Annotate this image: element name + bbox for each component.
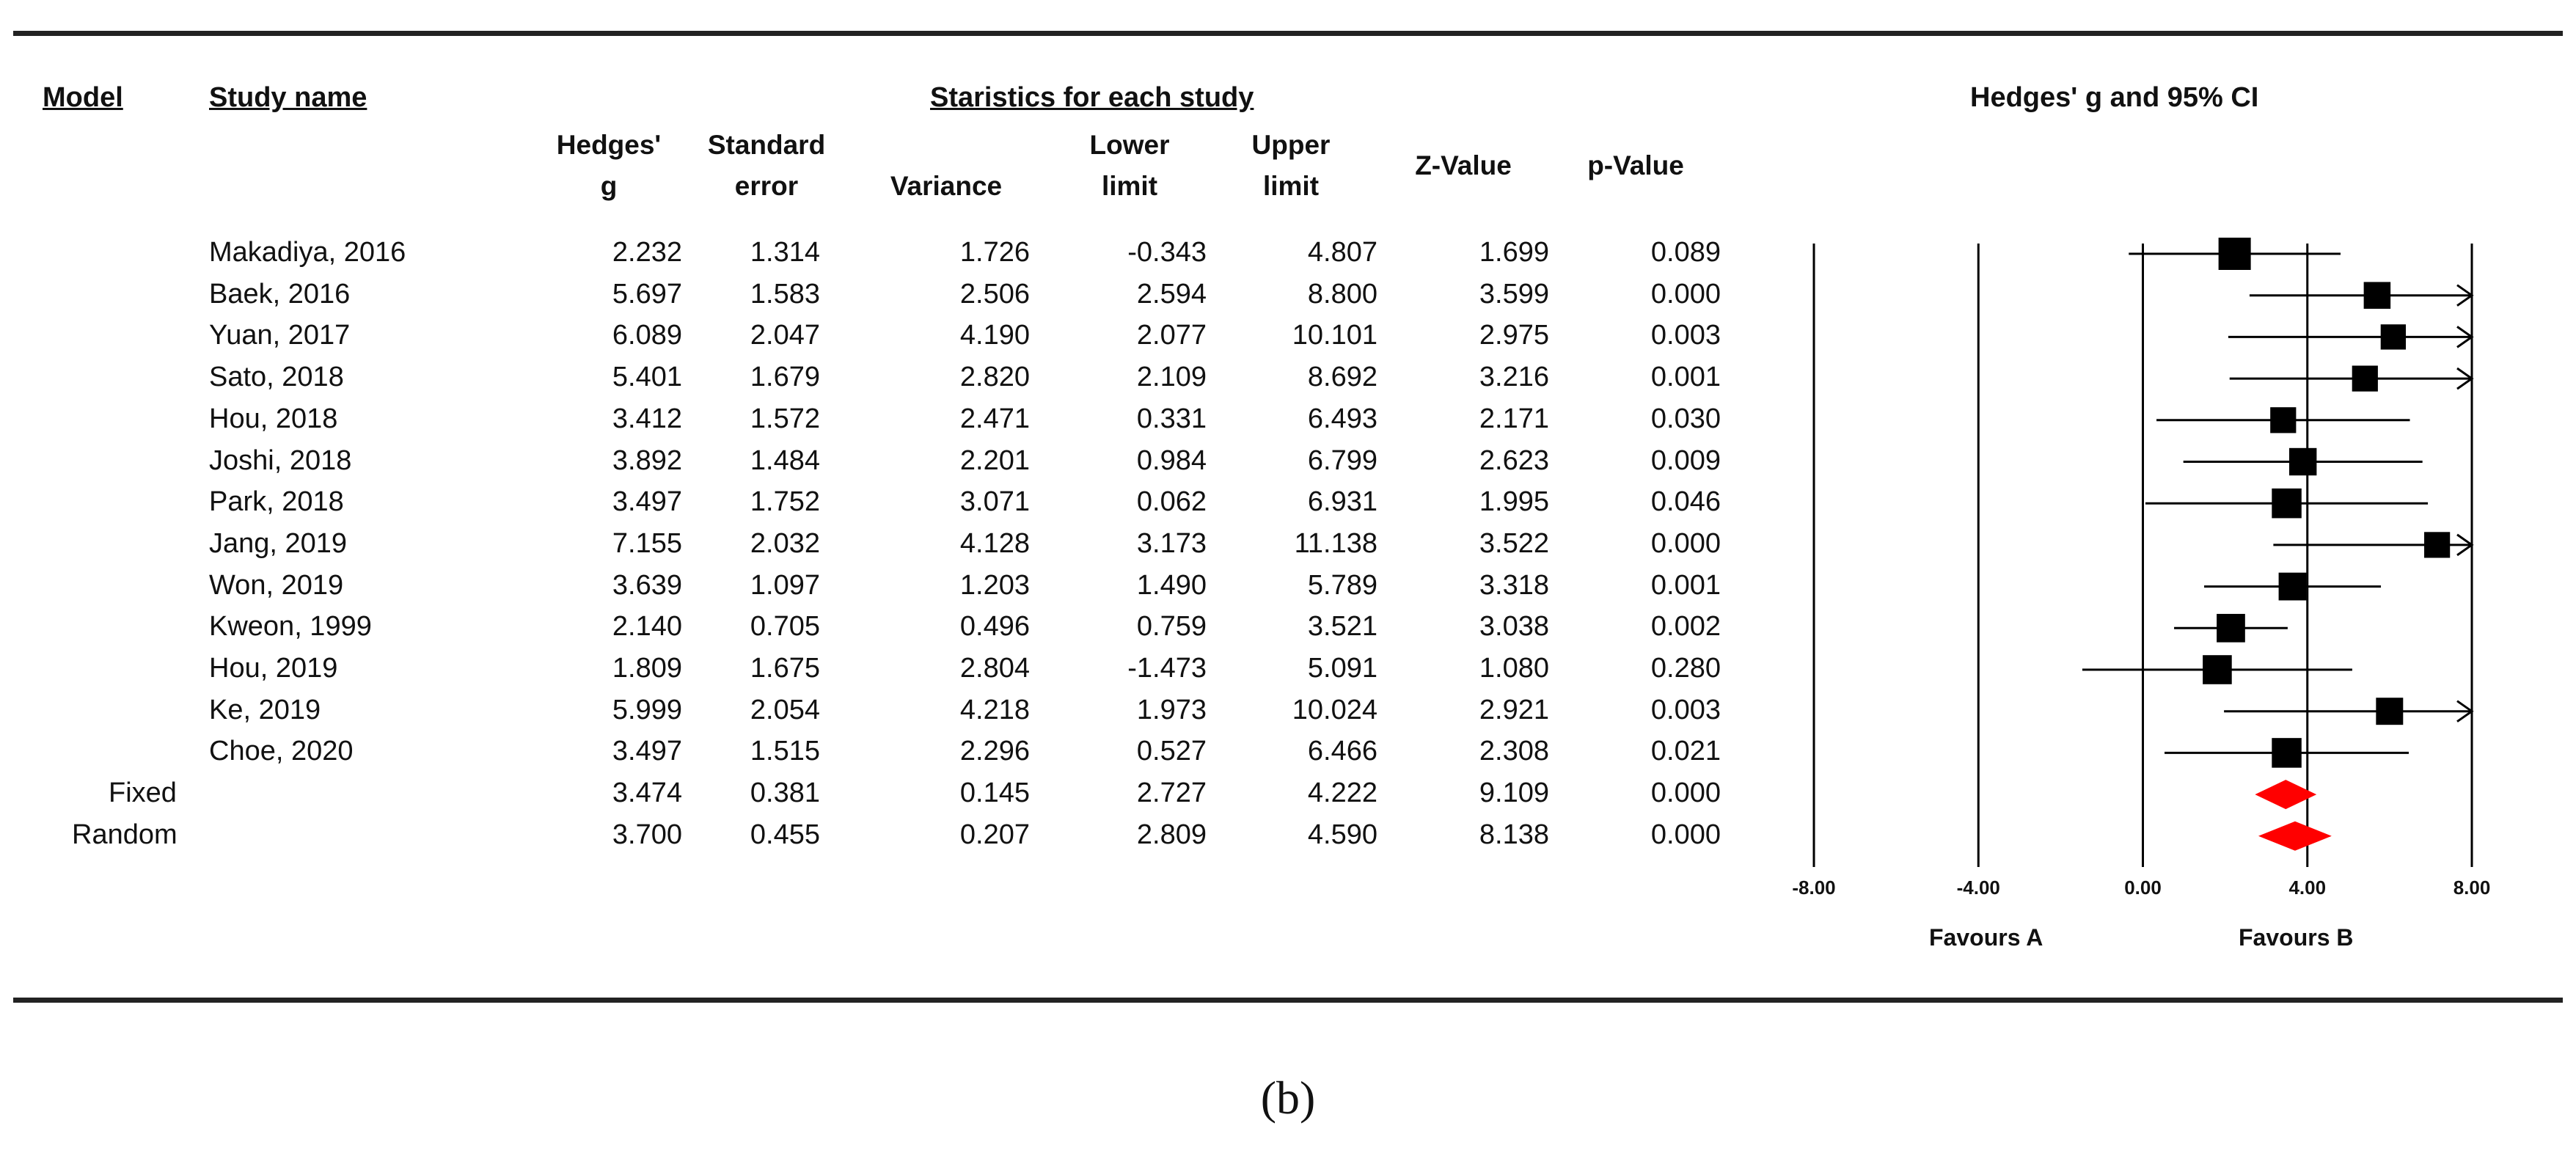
cell-se: 0.705 [750,611,820,643]
tick-label: -4.00 [1956,877,2000,899]
cell-lower: 0.331 [1136,403,1207,434]
cell-upper: 11.138 [1294,527,1377,559]
cell-g: 6.089 [612,320,682,351]
cell-z: 2.975 [1479,320,1549,351]
col-p-value: p-Value [1587,150,1684,180]
cell-var: 3.071 [959,486,1030,518]
cell-upper: 4.590 [1307,819,1377,850]
cell-z: 3.216 [1479,362,1549,393]
cell-z: 3.599 [1479,278,1549,310]
cell-upper: 6.799 [1307,445,1377,476]
cell-p: 0.002 [1650,611,1721,643]
cell-upper: 6.466 [1307,736,1377,767]
cell-upper: 6.931 [1307,486,1377,518]
cell-g: 2.140 [612,611,682,643]
cell-p: 0.000 [1650,278,1721,310]
cell-z: 3.522 [1479,527,1549,559]
cell-g: 7.155 [612,527,682,559]
tick-label: 8.00 [2453,877,2491,899]
cell-g: 2.232 [612,237,682,268]
cell-var: 0.145 [959,778,1030,809]
cell-lower: -1.473 [1127,653,1207,684]
cell-lower: 0.984 [1136,445,1207,476]
cell-z: 1.080 [1479,653,1549,684]
col-z-value: Z-Value [1415,150,1512,180]
cell-p: 0.280 [1650,653,1721,684]
col-lower-limit-line1: Lower [1089,130,1170,160]
cell-z: 2.623 [1479,445,1549,476]
cell-lower: 1.490 [1136,569,1207,601]
cell-upper: 5.789 [1307,569,1377,601]
effect-marker [2364,282,2391,309]
cell-lower: 1.973 [1136,694,1207,725]
cell-g: 3.639 [612,569,682,601]
study-name: Sato, 2018 [209,362,344,393]
effect-marker [2352,366,2378,392]
study-name: Hou, 2019 [209,653,338,684]
effect-marker [2289,448,2316,475]
cell-g: 1.809 [612,653,682,684]
cell-var: 2.820 [959,362,1030,393]
cell-se: 1.752 [750,486,820,518]
cell-z: 3.318 [1479,569,1549,601]
cell-g: 3.474 [612,778,682,809]
cell-z: 9.109 [1479,778,1549,809]
effect-marker [2424,532,2450,557]
cell-g: 3.892 [612,445,682,476]
study-name: Kweon, 1999 [209,611,372,643]
cell-g: 5.697 [612,278,682,310]
cell-se: 0.381 [750,778,820,809]
cell-g: 3.700 [612,819,682,850]
cell-upper: 3.521 [1307,611,1377,643]
cell-var: 2.471 [959,403,1030,434]
cell-lower: 2.594 [1136,278,1207,310]
effect-marker [2272,738,2301,767]
effect-marker [2203,655,2232,684]
cell-se: 1.314 [750,237,820,268]
cell-p: 0.003 [1650,320,1721,351]
effect-marker [2279,573,2307,601]
cell-lower: 0.759 [1136,611,1207,643]
cell-p: 0.009 [1650,445,1721,476]
effect-marker [2219,238,2251,270]
col-upper-limit-line2: limit [1262,171,1320,201]
cell-upper: 8.800 [1307,278,1377,310]
col-standard-error-line2: error [734,171,799,201]
cell-p: 0.089 [1650,237,1721,268]
cell-g: 3.412 [612,403,682,434]
cell-se: 1.675 [750,653,820,684]
effect-marker [2272,489,2301,518]
cell-var: 2.506 [959,278,1030,310]
cell-g: 5.999 [612,694,682,725]
cell-p: 0.021 [1650,736,1721,767]
cell-lower: 2.809 [1136,819,1207,850]
cell-z: 8.138 [1479,819,1549,850]
cell-upper: 6.493 [1307,403,1377,434]
cell-p: 0.001 [1650,569,1721,601]
summary-label: Fixed [109,778,177,809]
cell-var: 1.203 [959,569,1030,601]
study-name: Park, 2018 [209,486,344,518]
cell-z: 2.921 [1479,694,1549,725]
cell-var: 0.496 [959,611,1030,643]
col-variance: Variance [890,171,1003,201]
tick-label: 4.00 [2288,877,2327,899]
study-name: Makadiya, 2016 [209,237,406,268]
summary-label: Random [72,819,178,850]
cell-p: 0.030 [1650,403,1721,434]
effect-marker [2381,324,2406,349]
study-name: Yuan, 2017 [209,320,351,351]
cell-se: 0.455 [750,819,820,850]
cell-p: 0.000 [1650,527,1721,559]
cell-z: 1.995 [1479,486,1549,518]
study-name: Jang, 2019 [209,527,348,559]
cell-var: 4.128 [959,527,1030,559]
cell-var: 0.207 [959,819,1030,850]
col-hedges-g-line2: g [600,171,618,201]
cell-lower: -0.343 [1127,237,1207,268]
cell-se: 1.097 [750,569,820,601]
favours-right-label: Favours B [2239,924,2354,951]
statistics-header: Staristics for each study [930,82,1254,113]
study-name: Ke, 2019 [209,694,321,725]
model-header: Model [43,82,123,113]
study-name: Joshi, 2018 [209,445,352,476]
cell-lower: 3.173 [1136,527,1207,559]
col-lower-limit-line2: limit [1101,171,1158,201]
cell-p: 0.001 [1650,362,1721,393]
study-name: Won, 2019 [209,569,344,601]
cell-g: 3.497 [612,486,682,518]
figure-caption: (b) [1260,1072,1316,1124]
cell-p: 0.000 [1650,819,1721,850]
cell-p: 0.003 [1650,694,1721,725]
cell-g: 5.401 [612,362,682,393]
cell-var: 1.726 [959,237,1030,268]
cell-se: 1.484 [750,445,820,476]
cell-se: 2.032 [750,527,820,559]
cell-z: 1.699 [1479,237,1549,268]
tick-label: -8.00 [1792,877,1836,899]
cell-upper: 4.222 [1307,778,1377,809]
cell-se: 2.047 [750,320,820,351]
cell-lower: 2.727 [1136,778,1207,809]
cell-lower: 0.062 [1136,486,1207,518]
cell-upper: 10.024 [1292,694,1377,725]
cell-lower: 2.077 [1136,320,1207,351]
cell-var: 2.296 [959,736,1030,767]
cell-p: 0.046 [1650,486,1721,518]
cell-upper: 5.091 [1307,653,1377,684]
cell-var: 2.201 [959,445,1030,476]
cell-upper: 10.101 [1292,320,1377,351]
cell-var: 4.190 [959,320,1030,351]
cell-se: 1.583 [750,278,820,310]
cell-se: 1.515 [750,736,820,767]
cell-var: 4.218 [959,694,1030,725]
cell-upper: 8.692 [1307,362,1377,393]
col-upper-limit-line1: Upper [1251,130,1331,160]
cell-se: 1.572 [750,403,820,434]
tick-label: 0.00 [2124,877,2162,899]
plot-title: Hedges' g and 95% CI [1970,82,2259,113]
effect-marker [2217,614,2245,643]
study-name: Choe, 2020 [209,736,354,767]
cell-p: 0.000 [1650,778,1721,809]
cell-z: 3.038 [1479,611,1549,643]
cell-upper: 4.807 [1307,237,1377,268]
cell-z: 2.308 [1479,736,1549,767]
cell-g: 3.497 [612,736,682,767]
cell-se: 1.679 [750,362,820,393]
favours-left-label: Favours A [1929,924,2043,951]
cell-lower: 2.109 [1136,362,1207,393]
study-name: Baek, 2016 [209,278,351,310]
col-standard-error-line1: Standard [707,130,826,160]
study-name-header: Study name [209,82,367,113]
cell-lower: 0.527 [1136,736,1207,767]
cell-var: 2.804 [959,653,1030,684]
cell-se: 2.054 [750,694,820,725]
study-name: Hou, 2018 [209,403,338,434]
effect-marker [2376,698,2403,725]
summary-diamond [2258,822,2332,851]
col-hedges-g-line1: Hedges' [556,130,662,160]
effect-marker [2270,407,2296,433]
cell-z: 2.171 [1479,403,1549,434]
